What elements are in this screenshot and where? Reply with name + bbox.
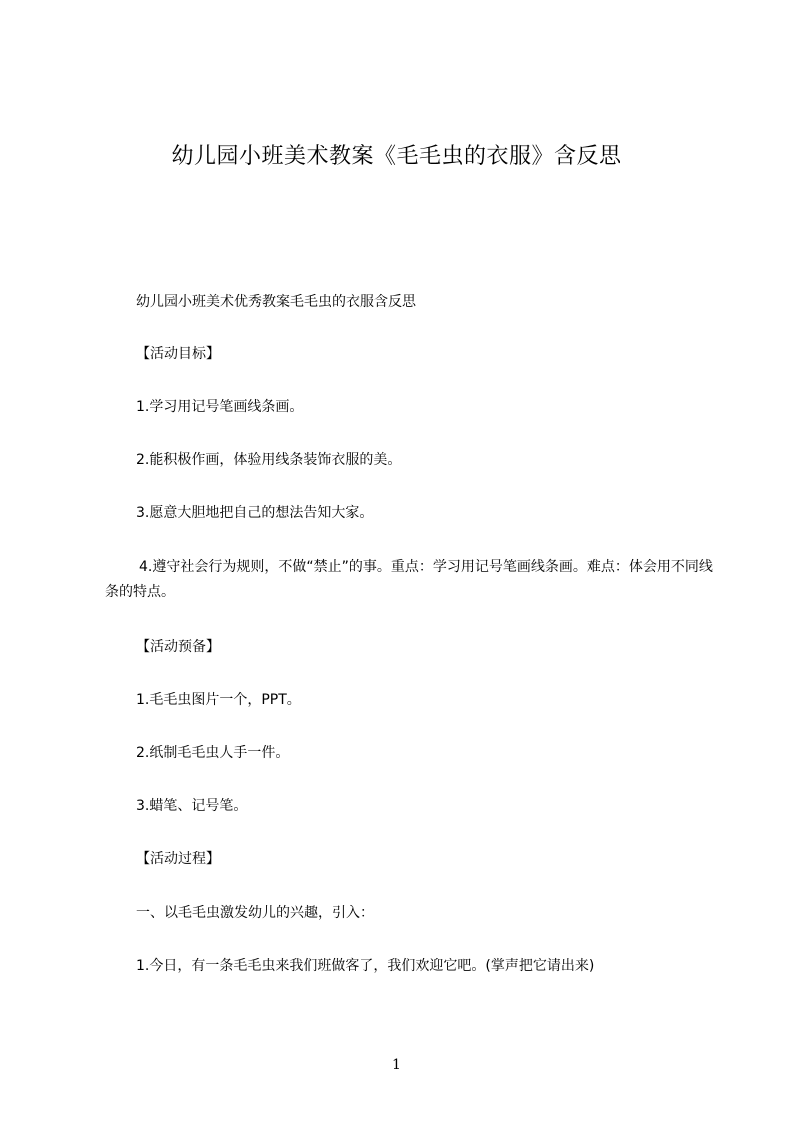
- goal-item-1: 1.学习用记号笔画线条画。: [136, 399, 304, 415]
- section-heading-goals: 【活动目标】: [136, 346, 220, 362]
- preparation-item-2: 2.纸制毛毛虫人手一件。: [136, 745, 290, 761]
- goal-item-2: 2.能积极作画，体验用线条装饰衣服的美。: [136, 452, 402, 468]
- section-heading-preparation: 【活动预备】: [136, 639, 220, 655]
- goal-item-4: 4.遵守社会行为规则，不做“禁止”的事。重点：学习用记号笔画线条画。难点：体会用不同线条的特点。: [105, 559, 713, 600]
- preparation-item-1: 1.毛毛虫图片一个，PPT。: [136, 692, 301, 708]
- process-step-1: 一、以毛毛虫激发幼儿的兴趣，引入：: [136, 905, 374, 921]
- process-substep-1: 1.今日，有一条毛毛虫来我们班做客了，我们欢迎它吧。(掌声把它请出来): [136, 958, 595, 974]
- preparation-item-3: 3.蜡笔、记号笔。: [136, 798, 248, 814]
- document-title: 幼儿园小班美术教案《毛毛虫的衣服》含反思: [171, 144, 622, 169]
- page-number: 1: [392, 1057, 401, 1073]
- section-heading-process: 【活动过程】: [136, 851, 220, 867]
- goal-item-3: 3.愿意大胆地把自己的想法告知大家。: [136, 505, 374, 521]
- subtitle-paragraph: 幼儿园小班美术优秀教案毛毛虫的衣服含反思: [136, 294, 416, 310]
